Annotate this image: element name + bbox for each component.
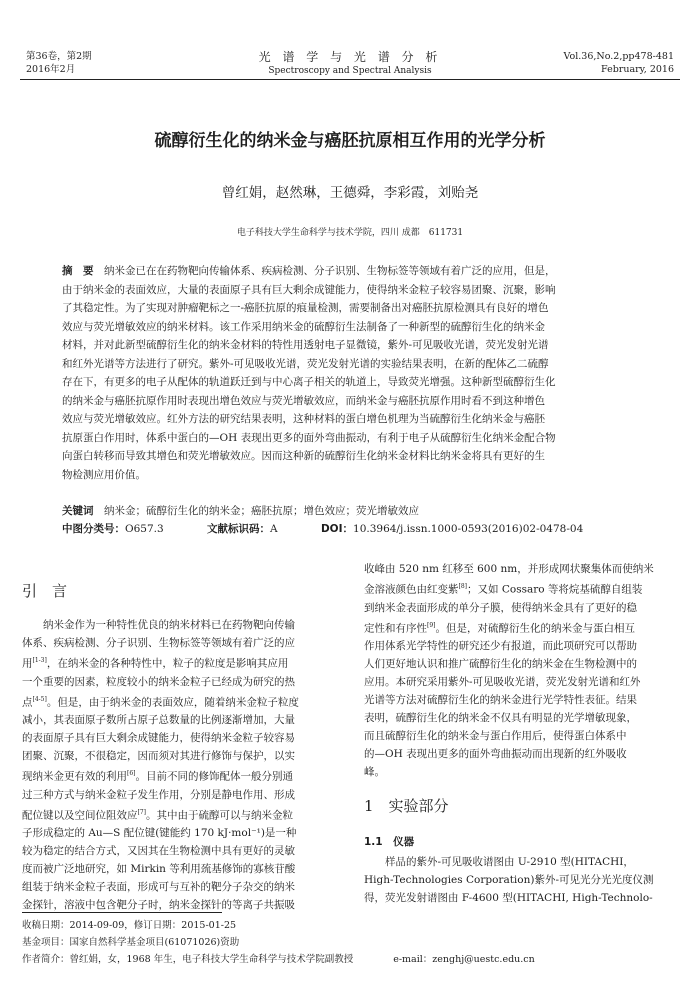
- text-line: 现纳米金更有效的利用[6]。目前不同的修饰配体一般分别通: [22, 770, 293, 783]
- publication-date-cn: 2016年2月: [26, 64, 76, 75]
- abstract-line: 抗原蛋白作用时，体系中蛋白的—OH 表现出更多的面外弯曲振动，有利于电子从硫醇衍生化纳米金配合物: [62, 431, 556, 444]
- citation-ref[interactable]: [9]: [427, 621, 436, 629]
- volume-issue: 第36卷，第2期: [26, 51, 92, 62]
- abstract-line: 了其稳定性。为了实现对肿瘤靶标之一-癌胚抗原的痕量检测，需要制备出对癌胚抗原检测具有良好的增色: [62, 302, 549, 314]
- text-line: 峰。: [364, 766, 385, 778]
- text-line: 过三种方式与纳米金粒子发生作用，分别是静电作用、形成: [22, 788, 295, 801]
- text-line: 人们更好地认识和推广硫醇衍生化的纳米金在生物检测中的: [364, 658, 637, 670]
- text-line: 样品的紫外-可见吸收谱图由 U-2910 型(HITACHI，: [385, 856, 634, 868]
- abstract-line: 效应与荧光增敏效应的纳米材料。该工作采用纳米金的硫醇衍生法制备了一种新型的硫醇衍生化的纳米金: [62, 320, 545, 333]
- text-line: 表明，硫醇衍生化的纳米金不仅具有明显的光学增敏现象，: [364, 712, 637, 724]
- introduction-paragraph: [22, 616, 340, 914]
- volume-pages-en: Vol.36,No.2,pp478-481: [563, 51, 674, 62]
- text-line: 组装于纳米金粒子表面，形成可与互补的靶分子杂交的纳米: [22, 881, 295, 893]
- abstract-line: 由于纳米金的表面效应，大量的表面原子具有巨大剩余成键能力，使得纳米金粒子较容易团聚、沉聚，影响: [62, 283, 556, 296]
- citation-ref[interactable]: [8]: [458, 583, 467, 590]
- text-line: 团聚、沉聚，不很稳定，因而须对其进行修饰与保护，以实: [22, 750, 295, 762]
- abstract-line: 效应与荧光增敏效应。红外方法的研究结果表明，这种材料的蛋白增色机理为当硫醇衍生化纳米金与癌胚: [62, 413, 545, 425]
- text-line: 体系、疾病检测、分子识别、生物标签等领域有着广泛的应: [22, 637, 295, 649]
- clc-value: O657.3: [125, 523, 164, 535]
- journal-name-cn: 光 谱 学 与 光 谱 分 析: [258, 50, 442, 64]
- text-line: 纳米金作为一种特性优良的纳米材料已在药物靶向传输: [43, 619, 295, 631]
- citation-ref[interactable]: [7]: [137, 808, 146, 816]
- clc-label: 中图分类号：: [62, 523, 125, 535]
- abstract-label: 摘 要: [62, 265, 94, 277]
- text-line: 收峰由 520 nm 红移至 600 nm，并形成网状聚集体而使纳米: [364, 563, 654, 575]
- footnote: [22, 917, 682, 968]
- text-line: 较为稳定的结合方式，又因其在生物检测中具有更好的灵敏: [22, 845, 295, 857]
- affiliation: 电子科技大学生命科学与技术学院，四川 成都 611731: [236, 228, 464, 238]
- text-line: 到纳米金表面形成的单分子膜，使得纳米金具有了更好的稳: [364, 601, 637, 614]
- text-line: 子形成稳定的 Au—S 配位键(键能约 170 kJ·mol⁻¹)是一种: [22, 827, 297, 839]
- doi-label: DOI：: [320, 523, 354, 535]
- masthead-journal: [230, 50, 470, 77]
- keywords: [62, 503, 652, 520]
- text-line: 的—OH 表现出更多的面外弯曲振动而出现新的红外吸收: [364, 748, 627, 760]
- citation-ref[interactable]: [4-5]: [32, 695, 47, 703]
- text-line: 得，荧光发射谱图由 F-4600 型(HITACHI, High-Technolo-: [364, 892, 653, 904]
- author-bio: 作者简介：曾红娟，女，1968 年生，电子科技大学生命科学与技术学院副教授 e-mail：zenghj@uestc.edu.cn: [22, 954, 535, 965]
- text-line: 应用。本研究采用紫外-可见吸收光谱，荧光发射光谱和红外: [364, 676, 641, 688]
- instruments-paragraph: [364, 853, 682, 907]
- section-heading-introduction: 引 言: [22, 582, 68, 600]
- subsection-heading-instruments: 1.1 仪器: [364, 836, 415, 848]
- text-line: 配位键以及空间位阻效应[7]。其中由于硫醇可以与纳米金粒: [22, 808, 293, 821]
- introduction-paragraph-continued: [364, 560, 682, 781]
- publication-date-en: February, 2016: [601, 64, 674, 75]
- text-line: 作用体系光学特性的研究还少有报道，而此项研究可以帮助: [364, 640, 637, 652]
- author-list: 曾红娟，赵然琳，王德舜，李彩霞，刘贻尧: [221, 185, 479, 201]
- text-line: 定性和有序性[9]。但是，对硫醇衍生化的纳米金与蛋白相互: [364, 621, 635, 634]
- funding-info: 基金项目：国家自然科学基金项目(61071026)资助: [22, 937, 240, 948]
- abstract-line: 材料，并对此新型硫醇衍生化的纳米金材料的特性用透射电子显微镜，紫外-可见吸收光谱，荧光发射光谱: [62, 339, 549, 351]
- masthead-volume: [26, 50, 92, 76]
- classification-line: [62, 521, 662, 538]
- masthead-pages: [564, 50, 674, 76]
- text-line: 而且硫醇衍生化的纳米金与蛋白作用后，使得蛋白体系中: [364, 730, 627, 742]
- text-line: 点[4-5]。但是，由于纳米金的表面效应，随着纳米金粒子粒度: [22, 695, 299, 708]
- citation-ref[interactable]: [6]: [127, 770, 136, 777]
- abstract-line: 摘 要 纳米金已在在药物靶向传输体系、疾病检测、分子识别、生物标签等领域有着广泛的应用，但是，: [62, 265, 556, 277]
- text-line: 度而被广泛地研究，如 Mirkin 等利用巯基修饰的寡核苷酸: [22, 863, 296, 875]
- doi-link[interactable]: 10.3964/j.issn.1000-0593(2016)02-0478-04: [353, 523, 584, 535]
- keywords-label: 关键词: [62, 505, 94, 517]
- author-email[interactable]: e-mail：zenghj@uestc.edu.cn: [393, 954, 535, 965]
- keywords-text: 纳米金；硫醇衍生化的纳米金；癌胚抗原；增色效应；荧光增敏效应: [104, 505, 419, 517]
- text-line: 用[1-3]，在纳米金的各种特性中，粒子的粒度是影响其应用: [22, 657, 289, 670]
- text-line: 光谱等方法对硫醇衍生化的纳米金进行光学特性表征。结果: [364, 694, 637, 706]
- abstract-line: 向蛋白转移而导致其增色和荧光增敏效应。因而这种新的硫醇衍生化纳米金材料比纳米金将具有更好的生: [62, 450, 545, 462]
- abstract-line: 的纳米金与癌胚抗原作用时表现出增色效应与荧光增敏效应，而纳米金与癌胚抗原作用时看不到这种增色: [62, 394, 545, 407]
- text-line: High-Technologies Corporation)紫外-可见光分光光度仪测: [364, 874, 654, 886]
- paper-title: 硫醇衍生化的纳米金与癌胚抗原相互作用的光学分析: [154, 131, 546, 151]
- footnote-rule: [22, 912, 222, 913]
- abstract-line: 和红外光谱等方法进行了研究。紫外-可见吸收光谱，荧光发射光谱的实验结果表明，在新的配体乙二硫醇: [62, 357, 549, 370]
- journal-name-en: Spectroscopy and Spectral Analysis: [268, 66, 432, 76]
- text-line: 金探针，溶液中包含靶分子时，纳米金探针的等离子共振吸: [22, 899, 295, 911]
- abstract-line: 物检测应用价值。: [62, 468, 146, 481]
- received-dates: 收稿日期：2014-09-09，修订日期：2015-01-25: [22, 920, 237, 931]
- text-line: 的表面原子具有巨大剩余成键能力，使得纳米金粒子较容易: [22, 732, 295, 744]
- header-rule: [20, 79, 680, 80]
- doc-code-label: 文献标识码：: [207, 523, 271, 535]
- text-line: 金溶液颜色由红变紫[8]；又如 Cossaro 等将烷基硫醇自组装: [364, 583, 643, 596]
- abstract: [62, 262, 642, 484]
- text-line: 减小，其表面原子数所占原子总数量的比例逐渐增加，大量: [22, 714, 295, 726]
- section-heading-experimental: 1 实验部分: [364, 797, 449, 815]
- doc-code-value: A: [270, 523, 278, 535]
- text-line: 一个重要的因素，粒度较小的纳米金粒子已经成为研究的热: [22, 675, 295, 688]
- abstract-line: 存在下，有更多的电子从配体的轨道跃迁到与中心离子相关的轨道上，导致荧光增强。这种新型硫醇衍生化: [62, 376, 556, 388]
- citation-ref[interactable]: [1-3]: [32, 657, 47, 664]
